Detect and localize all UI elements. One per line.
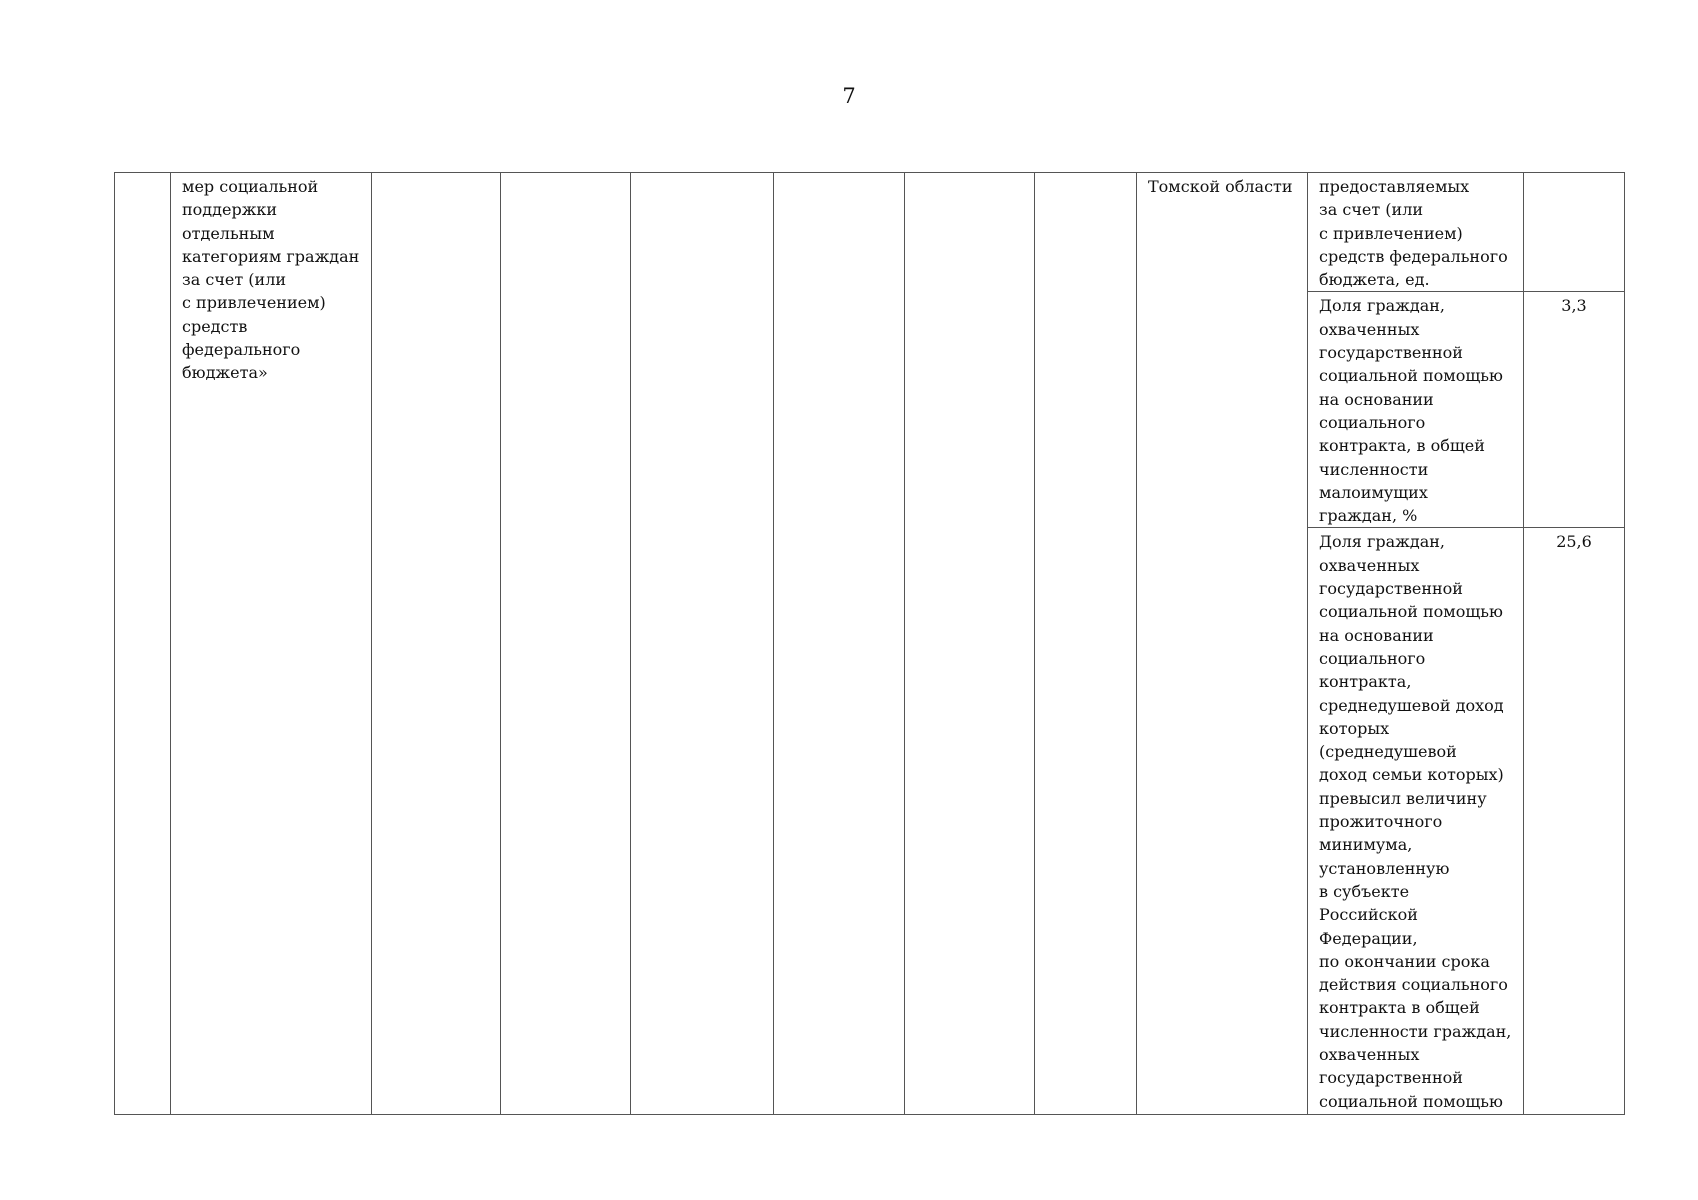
responsible-text: Томской области bbox=[1148, 177, 1293, 196]
indicator-2-value: 3,3 bbox=[1561, 296, 1587, 316]
measure-name-text: мер социальной поддержки отдельным категориям граждан за счет (или с привлечением) средств федерального бюджета» bbox=[182, 177, 360, 383]
cell-empty-7 bbox=[905, 173, 1035, 1115]
indicator-3-value: 25,6 bbox=[1556, 532, 1592, 552]
program-table bbox=[114, 172, 1625, 1115]
cell-value-3 bbox=[1524, 528, 1625, 1115]
page-number: 7 bbox=[842, 84, 856, 108]
cell-empty-3 bbox=[372, 173, 501, 1115]
cell-empty-6 bbox=[774, 173, 905, 1115]
cell-empty-4 bbox=[501, 173, 631, 1115]
cell-empty-5 bbox=[631, 173, 774, 1115]
indicator-3-text: Доля граждан, охваченных государственной социальной помощью на основании социального контракта, среднедушевой доход которых (среднедушевой доход семьи которых) превысил величину прожиточного минимума, установленную в субъекте Российской Федерации, по окончании срока действия социального контракта в общей численности граждан, охваченных государственной социальной помощью bbox=[1319, 532, 1512, 1111]
cell-empty-8 bbox=[1035, 173, 1137, 1115]
cell-index bbox=[115, 173, 171, 1115]
cell-value-2 bbox=[1524, 292, 1625, 528]
indicator-1-text: предоставляемых за счет (или с привлечением) средств федерального бюджета, ед. bbox=[1319, 177, 1508, 290]
cell-measure-name bbox=[171, 173, 372, 1115]
cell-value-1 bbox=[1524, 173, 1625, 292]
cell-indicator-3 bbox=[1308, 528, 1524, 1115]
cell-responsible bbox=[1137, 173, 1308, 1115]
table-row bbox=[115, 173, 1625, 292]
cell-indicator-2 bbox=[1308, 292, 1524, 528]
cell-indicator-1 bbox=[1308, 173, 1524, 292]
indicator-2-text: Доля граждан, охваченных государственной социальной помощью на основании социального контракта, в общей численности малоимущих граждан, % bbox=[1319, 296, 1503, 526]
